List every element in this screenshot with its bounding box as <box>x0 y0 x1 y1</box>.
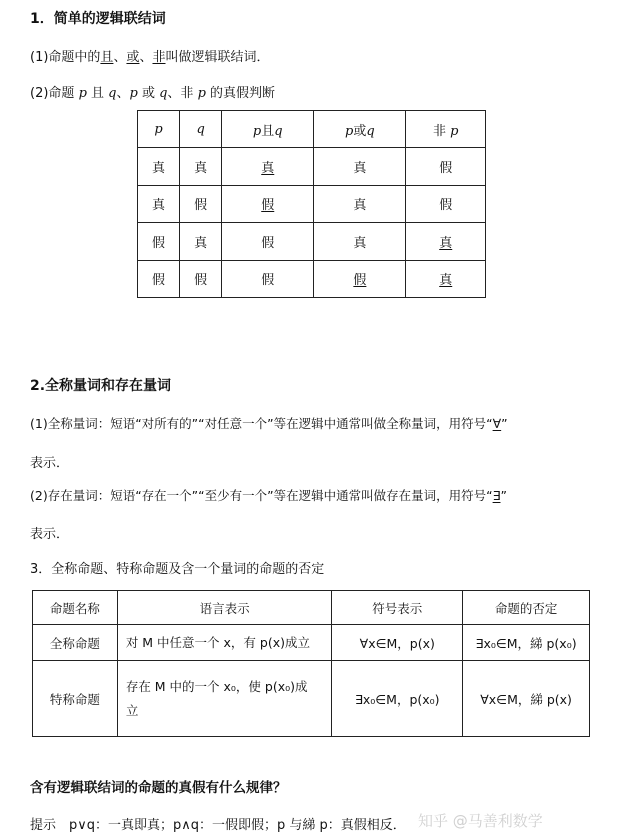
existential-quantifier-tail: 表示． <box>30 527 70 542</box>
question-heading: 含有逻辑联结词的命题的真假有什么规律？ <box>30 780 287 796</box>
watermark: 知乎 @马善利数学 <box>418 812 543 830</box>
section-2-heading: 2.全称量词和存在量词 <box>30 378 172 394</box>
logic-connectives-line: (1)命题中的且、或、非叫做逻辑联结词． <box>30 50 270 65</box>
word-or: 或 <box>126 50 140 65</box>
truth-table-header <box>138 111 486 148</box>
header-cell: 非 p <box>406 111 486 148</box>
forall-symbol: ∀ <box>492 416 502 431</box>
table-row: 假 真 假 真 真 <box>138 223 486 260</box>
universal-quantifier-line: (1)全称量词：短语“对所有的”“对任意一个”等在逻辑中通常叫做全称量词，用符号“∀” <box>30 416 508 431</box>
header-cell: p且q <box>222 111 314 148</box>
header-cell: q <box>180 111 222 148</box>
universal-quantifier-tail: 表示． <box>30 456 70 471</box>
header-cell: p或q <box>314 111 406 148</box>
header-cell: p <box>138 111 180 148</box>
exists-symbol: ∃ <box>492 488 501 503</box>
section-3-heading: 3．全称命题、特称命题及含一个量词的命题的否定 <box>30 562 325 577</box>
truth-table <box>137 110 486 298</box>
hint-text: 提示 p∨q：一真即真；p∧q：一假即假；p 与綈 p：真假相反． <box>30 818 406 833</box>
word-and: 且 <box>100 50 114 65</box>
word-not: 非 <box>152 50 166 65</box>
section-1-heading: 1．简单的逻辑联结词 <box>30 11 166 27</box>
existential-quantifier-line: (2)存在量词：短语“存在一个”“至少有一个”等在逻辑中通常叫做存在量词，用符号“∃” <box>30 488 507 503</box>
quantifier-table-header: 命题名称 语言表示 符号表示 命题的否定 <box>33 591 590 625</box>
table-row: 真 真 真 真 假 <box>138 148 486 185</box>
table-row: 全称命题 对 M 中任意一个 x，有 p(x)成立 ∀x∈M，p(x) ∃x₀∈M，綈 p(x₀) <box>33 625 590 661</box>
quantifier-table <box>32 590 590 737</box>
truth-judgement-line: (2)命题 p 且 q、p 或 q、非 p 的真假判断 <box>30 86 276 101</box>
table-row: 假 假 假 假 真 <box>138 260 486 297</box>
table-row: 特称命题 存在 M 中的一个 x₀，使 p(x₀)成 立 ∃x₀∈M，p(x₀) ∀x∈M，綈 p(x) <box>33 661 590 737</box>
table-row: 真 假 假 真 假 <box>138 185 486 222</box>
